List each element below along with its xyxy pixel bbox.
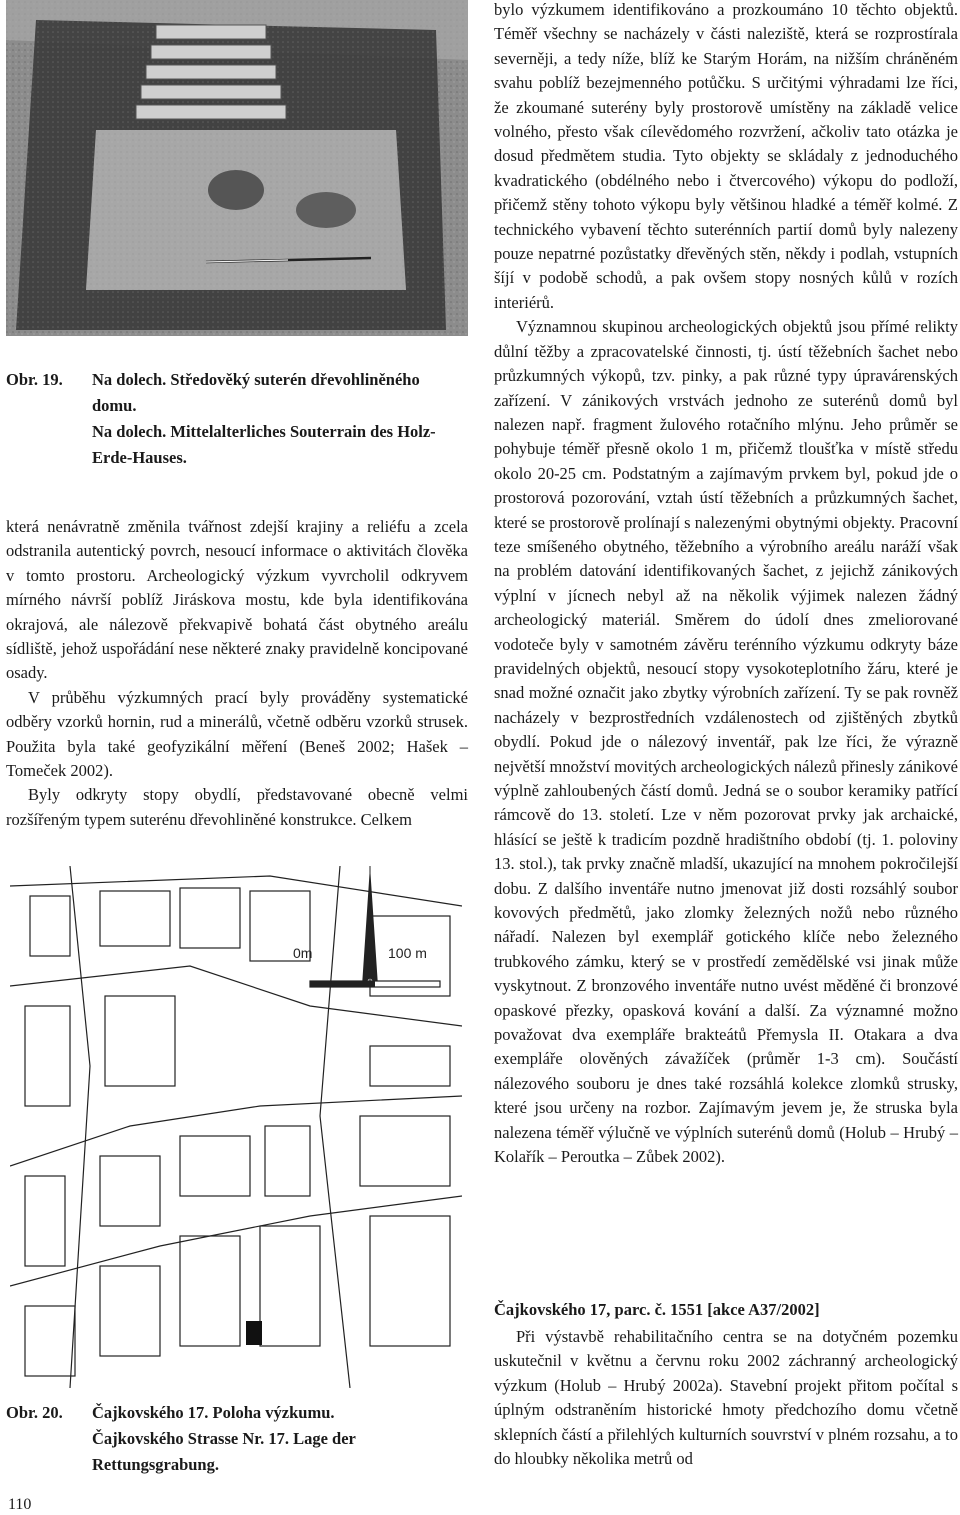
figure-20-caption [92,1400,467,1478]
right-column-text [494,0,958,1170]
excavation-photo-drawing [6,0,468,336]
figure-20-number: Obr. 20. [6,1403,63,1422]
excavation-photo [6,0,468,336]
section-text [494,1325,958,1471]
site-location-map [10,866,462,1388]
figure-20-caption-de: Čajkovského Strasse Nr. 17. Lage der Rettungsgrabung. [92,1429,356,1474]
figure-19-caption-cz: Na dolech. Středověký suterén dřevohliněného domu. [92,370,420,415]
figure-19-caption-de: Na dolech. Mittelalterliches Souterrain des Holz-Erde-Hauses. [92,422,436,467]
map-drawing [10,866,462,1388]
section-heading: Čajkovského 17, parc. č. 1551 [akce A37/2002] [494,1300,820,1319]
scale-label-100: 100 m [388,945,427,961]
paragraph: bylo výzkumem identifikováno a prozkoumáno 10 těchto objektů. Téměř všechny se nacházely v části naleziště, která se rozprostírala severněji, a tedy níže, blíž ke Starým Horám, na nižším chráněném svahu poblíž bezejmenného potůčku. S určitými výhradami lze říci, že zkoumané suterény byly prostorově umístěny na základě velice volného, přesto však cílevědomého rozvržení, ačkoliv tato otázka je dosud předmětem studia. Tyto objekty se skládaly z jednoduchého kvadratického (obdélného nebo i čtvercového) výkopu do podloží, přičemž stěny tohoto výkopu byly většinou hladké a téměř kolmé. Z technického vybavení těchto suterénních partií domů byly nalezeny pouze nepatrné pozůstatky dřevěných stěn, někdy i podlah, vstupních šíjí v podobě schodů, a pak ovšem stopy nosných kůlů v rozích interiérů. [494,0,958,312]
paragraph: Při výstavbě rehabilitačního centra se na dotyčném pozemku uskutečnil v květnu a červnu roku 2002 záchranný archeologický výzkum (Holub – Hrubý 2002a). Stavební projekt přitom počítal s úplným odstraněním historické hmoty předchozího domu včetně sklepních částí a přilehlých kulturních souvrství v plném rozsahu, a to do hloubky několika metrů od [494,1327,958,1469]
figure-19-caption [92,367,467,471]
figure-20-caption-cz: Čajkovského 17. Poloha výzkumu. [92,1403,335,1422]
paragraph: Byly odkryty stopy obydlí, představované obecně velmi rozšířeným typem suterénu dřevohliněné konstrukce. Celkem [6,785,468,829]
scale-label-0: 0m [293,945,313,961]
left-column-text [6,515,468,832]
figure-19-number: Obr. 19. [6,370,63,389]
paragraph: Významnou skupinou archeologických objektů jsou přímé relikty důlní těžby a zpracovatelské činnosti, tj. ústí těžebních šachet nebo průzkumných výkopů, tzv. pinky, a pak různé typy úpravárenských zařízení. V zánikových vrstvách jednoho ze suterénů domů byl nalezen např. fragment žulového rotačního mlýnu. Jeho průměr se pohybuje téměř přesně okolo 1 m, přičemž tloušťka v místě středu okolo 20-25 cm. Podstatným a zajímavým prvkem byl, pokud jde o prostorová pozorování, vztah ústí těžebních a průzkumných šachet, které se prostorově prolínají s nalezenými obytnými objekty. Pracovní teze smíšeného obytného, těžebního a výrobního areálu naráží však na problém datování identifikovaných šachet, z jejichž zánikových výplní v jícnech nebyl až na několik výjimek nalezen žádný archeologický materiál. Směrem do údolí dnes zmeliorované vodoteče byly v samotném závěru terénního výzkumu odkryty báze pravidelných objektů, nesoucí stopy vysokoteplotního žáru, které je snad možné označit jako zbytky výrobních zařízení. Ty se pak rovněž nacházely v bezprostředních vzdálenostech od zjištěných zbytků obydlí. Pokud jde o nálezový inventář, pak lze říci, že výrazně největší množství movitých archeologických nálezů přinesly zánikové výplně zahloubených částí domů. Jedná se o soubor keramiky patřící rámcově do 13. století. Lze v něm pozorovat prvky jak archaické, hlásící se ještě k tradicím pozdně hradištního období (tj. 1. poloviny 13. stol.), tak prvky značně mladší, ukazující na mnohem pokročilejší dobu. Z dalšího inventáře nutno jmenovat již dosti rozsáhlý soubor kovových předmětů, jako zlomky železných nožů nebo různého nářadí. Nalezen byl exemplář gotického klíče nebo železného trubkového zámku, který se v prostředí zemědělské vsi jinak může vyskytnout. Z bronzového inventáře nutno uvést měděné či bronzové opaskové přezky, opasková kování a další. Za významné možno považovat dva exempláře brakteátů Přemysla II. Otakara a dva exempláře olověných závažíček (průměr 1-3 cm). Součástí nálezového souboru je dnes také rozsáhlá kolekce zlomků strusky, které jsou určeny na rozbor. Zajímavým jevem je, že struska byla nalezena téměř výlučně ve výplních suterénů domů (Holub – Hrubý – Kolařík – Peroutka – Zůbek 2002). [494,317,958,1167]
paragraph: která nenávratně změnila tvářnost zdejší krajiny a reliéfu a zcela odstranila autentický povrch, nesoucí informace o aktivitách člověka v tomto prostoru. Archeologický výzkum vyvrcholil odkryvem mírného návrší poblíž Jiráskova mostu, kde byla identifikována okrajová, ale nálezově překvapivě bohatá část obytného areálu sídliště, jehož uspořádání nese některé znaky pravidelně koncipované osady. [6,517,468,683]
page-number: 110 [8,1496,32,1513]
paragraph: V průběhu výzkumných prací byly prováděny systematické odběry vzorků hornin, rud a minerálů, včetně odběru vzorků strusek. Použita byla také geofyzikální měření (Beneš 2002; Hašek – Tomeček 2002). [6,687,468,781]
